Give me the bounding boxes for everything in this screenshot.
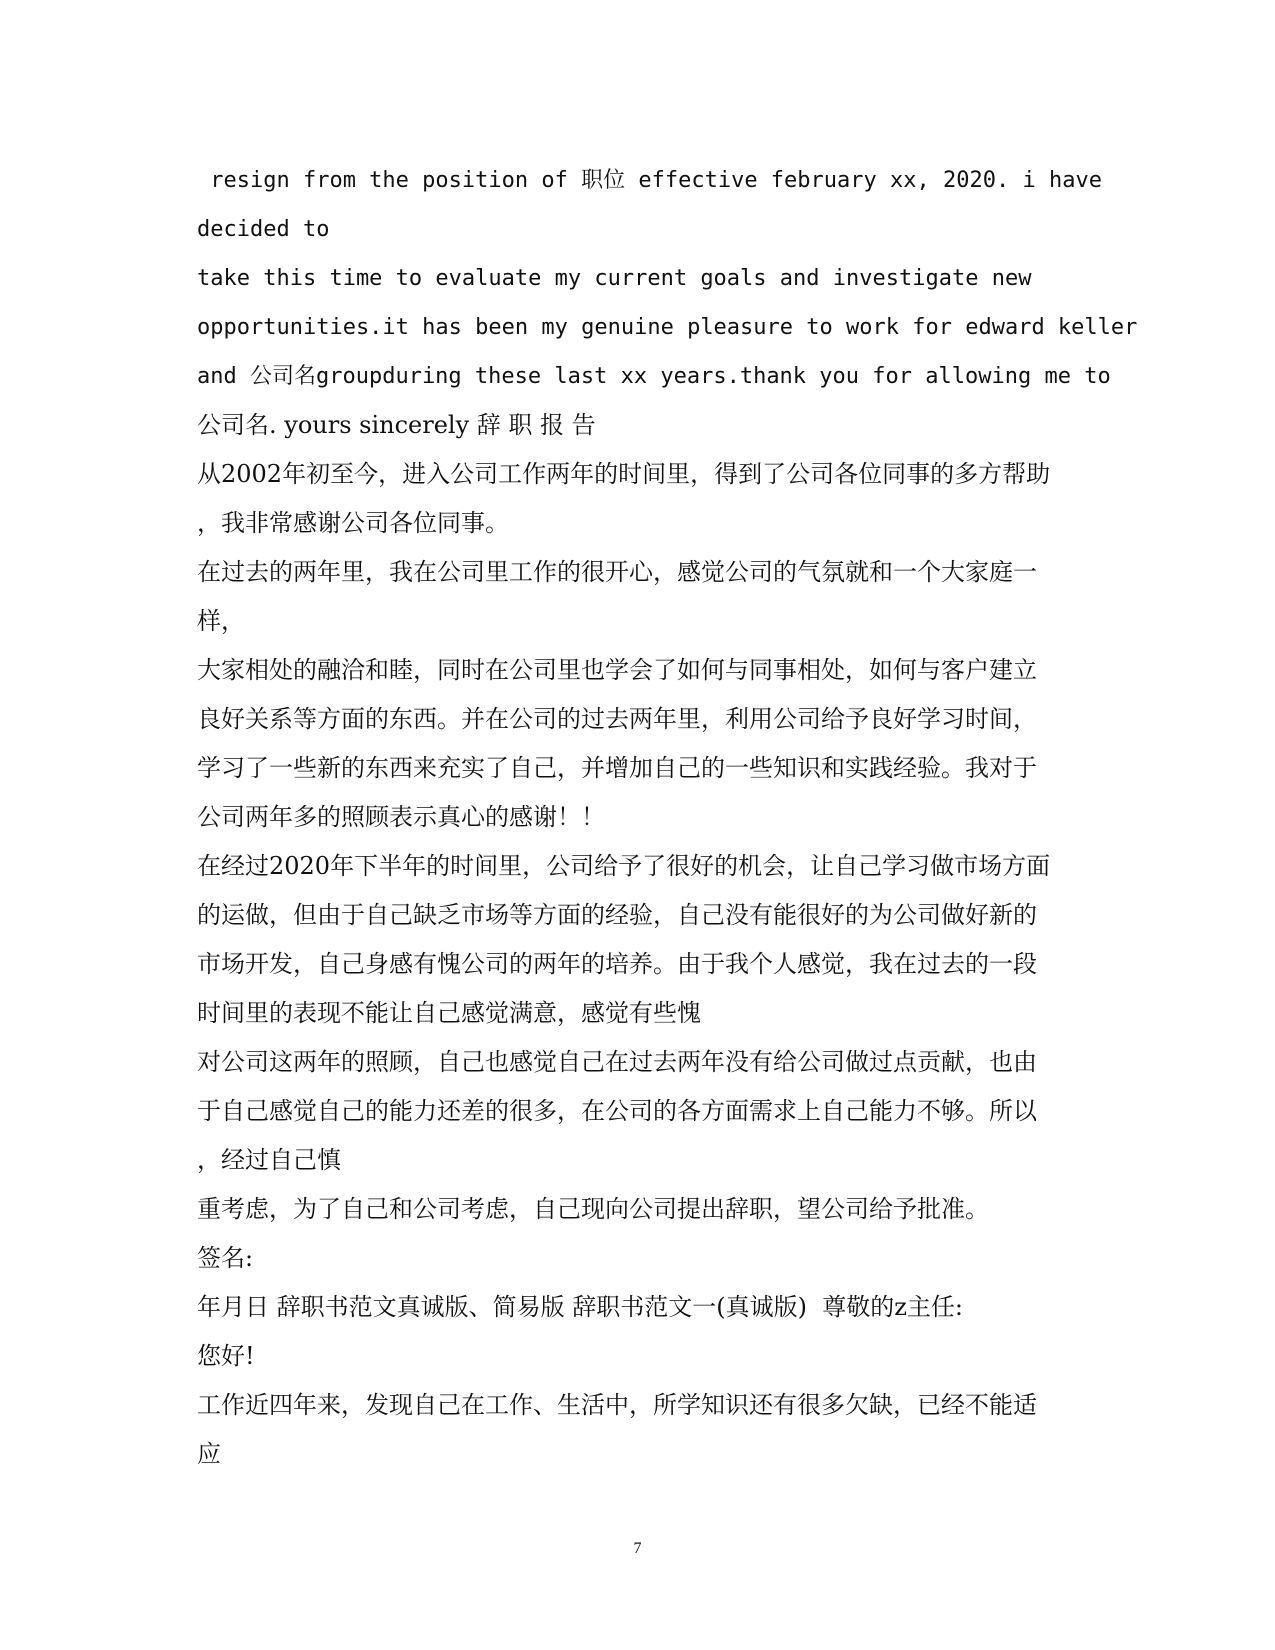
text-line: 学习了一些新的东西来充实了自己，并增加自己的一些知识和实践经验。我对于 (197, 754, 1037, 782)
text-line: 从2002年初至今，进入公司工作两年的时间里，得到了公司各位同事的多方帮助 (197, 460, 1051, 488)
text-line: resign from the position of 职位 effective february xx, 2020. i have (197, 168, 1102, 193)
text-line: 市场开发，自己身感有愧公司的两年的培养。由于我个人感觉，我在过去的一段 (197, 950, 1037, 978)
text-line: 样， (197, 607, 245, 635)
text-line: decided to (197, 217, 330, 242)
text-line: 时间里的表现不能让自己感觉满意，感觉有些愧 (197, 999, 701, 1027)
document-body (197, 156, 1138, 1479)
text-line: 的运做，但由于自己缺乏市场等方面的经验，自己没有能很好的为公司做好新的 (197, 901, 1037, 929)
text-line: 公司名. yours sincerely 辞 职 报 告 (197, 411, 596, 439)
text-line: and 公司名groupduring these last xx years.thank you for allowing me to (197, 364, 1111, 389)
text-line: 于自己感觉自己的能力还差的很多，在公司的各方面需求上自己能力不够。所以 (197, 1097, 1037, 1125)
text-line: 公司两年多的照顾表示真心的感谢！！ (197, 803, 605, 831)
text-line: 大家相处的融洽和睦，同时在公司里也学会了如何与同事相处，如何与客户建立 (197, 656, 1037, 684)
text-line: opportunities.it has been my genuine pleasure to work for edward keller (197, 315, 1138, 340)
text-line: 重考虑，为了自己和公司考虑，自己现向公司提出辞职，望公司给予批准。 (197, 1195, 989, 1223)
text-line: 工作近四年来，发现自己在工作、生活中，所学知识还有很多欠缺，已经不能适 (197, 1391, 1037, 1419)
text-line: 应 (197, 1440, 221, 1468)
text-line: 在过去的两年里，我在公司里工作的很开心，感觉公司的气氛就和一个大家庭一 (197, 558, 1037, 586)
text-line: ，经过自己慎 (197, 1146, 341, 1174)
text-line: take this time to evaluate my current goals and investigate new (197, 266, 1032, 291)
text-line: 您好! (197, 1342, 255, 1370)
page-number: 7 (633, 1540, 642, 1557)
text-line: 年月日 辞职书范文真诚版、简易版 辞职书范文一(真诚版) 尊敬的z主任: (197, 1293, 963, 1321)
text-line: 对公司这两年的照顾，自己也感觉自己在过去两年没有给公司做过点贡献，也由 (197, 1048, 1037, 1076)
text-line: 良好关系等方面的东西。并在公司的过去两年里，利用公司给予良好学习时间， (197, 705, 1037, 733)
text-line: ，我非常感谢公司各位同事。 (197, 509, 509, 537)
text-line: 签名: (197, 1244, 254, 1272)
text-line: 在经过2020年下半年的时间里，公司给予了很好的机会，让自己学习做市场方面 (197, 852, 1051, 880)
